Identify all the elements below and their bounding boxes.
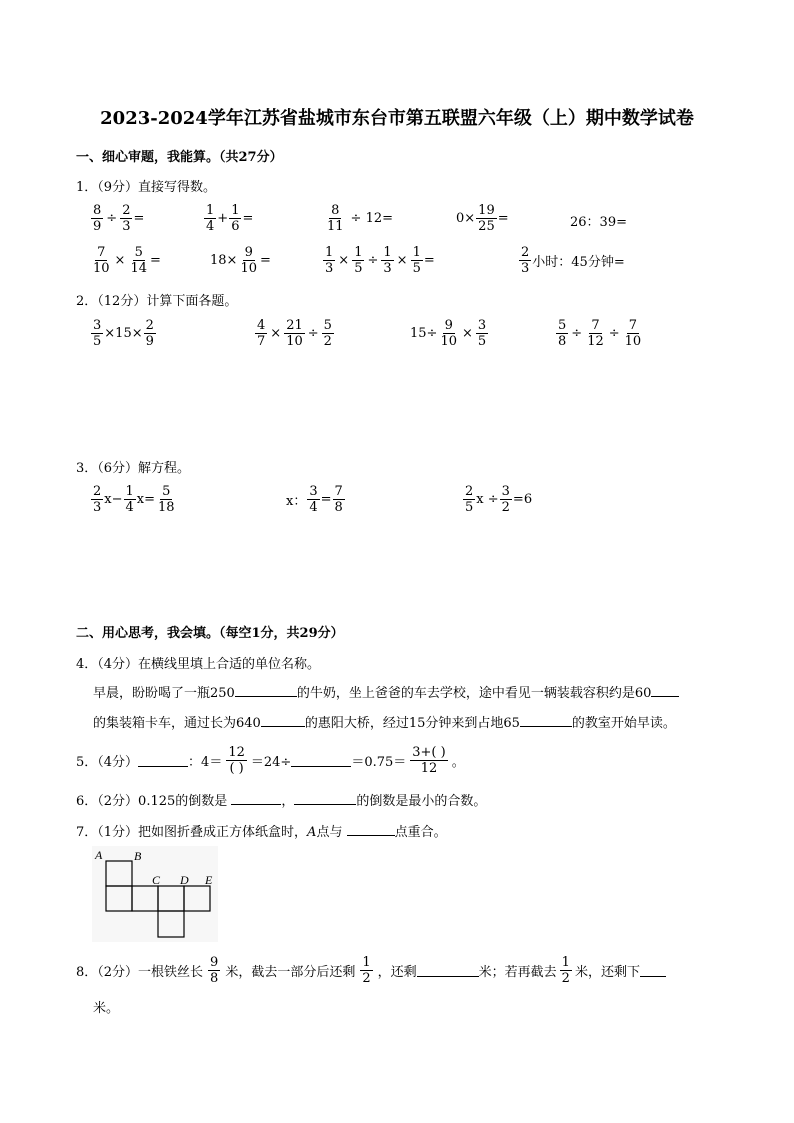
answer-blank[interactable] bbox=[651, 684, 679, 697]
question-3-label: 3．（6分）解方程。 bbox=[76, 461, 191, 476]
label-c: C bbox=[152, 873, 161, 887]
q3-item-2: x： $\frac{3}{4}$ = $\frac{7}{8}$ bbox=[286, 484, 343, 515]
fraction: $\frac{19}{25}$ bbox=[478, 203, 495, 234]
answer-blank[interactable] bbox=[138, 754, 188, 767]
fraction: $\frac{4}{7}$ bbox=[257, 318, 266, 349]
fraction: $\frac{1}{4}$ bbox=[125, 484, 134, 515]
fraction: $\frac{5}{14}$ bbox=[130, 245, 147, 276]
fraction: $\frac{21}{10}$ bbox=[286, 318, 303, 349]
answer-blank[interactable] bbox=[347, 823, 395, 836]
cube-net-figure bbox=[92, 846, 218, 942]
fraction: $\frac{2}{9}$ bbox=[145, 318, 154, 349]
question-2-label: 2．（12分）计算下面各题。 bbox=[76, 294, 238, 309]
answer-blank[interactable] bbox=[640, 964, 666, 977]
q2-item-2: $\frac{4}{7}$ × $\frac{21}{10}$ ÷ $\frac{5}{2}$ bbox=[257, 318, 332, 349]
label-a: A bbox=[95, 848, 103, 862]
question-1-label: 1．（9分）直接写得数。 bbox=[76, 180, 217, 195]
q1-item-2: $\frac{1}{4}$ + $\frac{1}{6}$ = bbox=[206, 203, 254, 234]
question-6: 6．（2分）0.125的倒数是 ， 的倒数是最小的合数。 bbox=[76, 794, 487, 809]
question-4-line-1: 早晨，盼盼喝了一瓶250 的牛奶，坐上爸爸的车去学校，途中看见一辆装载容积约是60 bbox=[93, 684, 679, 704]
fraction: $\frac{2}{3}$ bbox=[93, 484, 102, 515]
q1-item-6: $\frac{7}{10}$ × $\frac{5}{14}$ = bbox=[93, 245, 161, 276]
answer-blank[interactable] bbox=[417, 964, 479, 977]
q3-item-3: $\frac{2}{5}$ x ÷ $\frac{3}{2}$ =6 bbox=[465, 484, 533, 515]
fraction: $\frac{5}{18}$ bbox=[158, 484, 175, 515]
question-5: 5．（4分） ：4＝ $\frac{12}{( )}$ ＝24÷ ＝0.75＝ $\frac{3+( )}{12}$ 。 bbox=[76, 745, 465, 776]
fraction: $\frac{1}{2}$ bbox=[362, 955, 371, 986]
q2-item-3: 15÷ $\frac{9}{10}$ × $\frac{3}{5}$ bbox=[410, 318, 487, 349]
fraction: $\frac{1}{2}$ bbox=[561, 955, 570, 986]
page-title: 2023-2024学年江苏省盐城市东台市第五联盟六年级（上）期中数学试卷 bbox=[100, 108, 694, 129]
question-4-line-2: 的集装箱卡车，通过长为640 的惠阳大桥，经过15分钟来到占地65 的教室开始早读。 bbox=[93, 716, 676, 731]
q2-item-4: $\frac{5}{8}$ ÷ $\frac{7}{12}$ ÷ $\frac{7}{10}$ bbox=[558, 318, 642, 349]
answer-blank[interactable] bbox=[291, 754, 351, 767]
question-7: 7．（1分）把如图折叠成正方体纸盒时，A点与 点重合。 bbox=[76, 825, 447, 840]
fraction: $\frac{3}{2}$ bbox=[501, 484, 510, 515]
fraction: $\frac{7}{8}$ bbox=[334, 484, 343, 515]
q2-item-1: $\frac{3}{5}$ ×15× $\frac{2}{9}$ bbox=[93, 318, 154, 349]
label-e: E bbox=[205, 873, 213, 887]
fraction: $\frac{9}{10}$ bbox=[440, 318, 457, 349]
answer-blank[interactable] bbox=[261, 714, 305, 727]
fraction: $\frac{2}{5}$ bbox=[465, 484, 474, 515]
answer-blank[interactable] bbox=[520, 714, 572, 727]
fraction: $\frac{1}{6}$ bbox=[231, 203, 240, 234]
fraction: $\frac{1}{3}$ bbox=[383, 245, 392, 276]
fraction: $\frac{1}{5}$ bbox=[412, 245, 421, 276]
fraction: $\frac{3+( )}{12}$ bbox=[412, 745, 446, 776]
fraction: $\frac{2}{3}$ bbox=[521, 245, 530, 276]
fraction: $\frac{9}{10}$ bbox=[240, 245, 257, 276]
fraction: $\frac{1}{3}$ bbox=[325, 245, 334, 276]
question-8-line-2: 米。 bbox=[93, 1001, 120, 1016]
question-4-label: 4．（4分）在横线里填上合适的单位名称。 bbox=[76, 657, 321, 672]
fraction: $\frac{7}{10}$ bbox=[93, 245, 110, 276]
q1-item-9: $\frac{2}{3}$ 小时：45分钟= bbox=[521, 245, 625, 276]
answer-blank[interactable] bbox=[235, 684, 297, 697]
label-b: B bbox=[134, 849, 142, 863]
fraction: $\frac{3}{4}$ bbox=[309, 484, 318, 515]
question-8-line-1: 8．（2分）一根铁丝长 $\frac{9}{8}$ 米，截去一部分后还剩 $\frac{1}{2}$ ，还剩 米；若再截去 $\frac{1}{2}$ 米，还剩下 bbox=[76, 955, 666, 986]
fraction: $\frac{3}{5}$ bbox=[93, 318, 102, 349]
fraction: $\frac{12}{( )}$ bbox=[228, 745, 245, 776]
fraction: $\frac{7}{12}$ bbox=[587, 318, 604, 349]
fraction: $\frac{3}{5}$ bbox=[477, 318, 487, 349]
answer-blank[interactable] bbox=[231, 792, 281, 805]
q1-item-7: 18× $\frac{9}{10}$ = bbox=[210, 245, 271, 276]
q1-item-4: 0× $\frac{19}{25}$ = bbox=[456, 203, 509, 234]
fraction: $\frac{8}{9}$ bbox=[93, 203, 102, 234]
q1-item-8: $\frac{1}{3}$ × $\frac{1}{5}$ ÷ $\frac{1}{3}$ × $\frac{1}{5}$ = bbox=[325, 245, 435, 276]
q1-item-3: $\frac{8}{11}$ ÷ 12= bbox=[327, 203, 394, 234]
section-1-heading: 一、细心审题，我能算。（共27分） bbox=[76, 150, 283, 165]
fraction: $\frac{7}{10}$ bbox=[624, 318, 642, 349]
fraction: $\frac{1}{4}$ bbox=[206, 203, 215, 234]
label-d: D bbox=[180, 873, 189, 887]
q3-item-1: $\frac{2}{3}$ x− $\frac{1}{4}$ x= $\frac{5}{18}$ bbox=[93, 484, 175, 515]
fraction: $\frac{2}{3}$ bbox=[122, 203, 131, 234]
section-2-heading: 二、用心思考，我会填。（每空1分，共29分） bbox=[76, 626, 344, 641]
q1-item-1: $\frac{8}{9}$ ÷ $\frac{2}{3}$ = bbox=[93, 203, 145, 234]
fraction: $\frac{5}{8}$ bbox=[558, 318, 567, 349]
fraction: $\frac{1}{5}$ bbox=[354, 245, 363, 276]
fraction: $\frac{8}{11}$ bbox=[327, 203, 344, 234]
q1-item-5: 26：39= bbox=[570, 215, 627, 230]
answer-blank[interactable] bbox=[294, 792, 356, 805]
fraction: $\frac{5}{2}$ bbox=[323, 318, 332, 349]
fraction: $\frac{9}{8}$ bbox=[210, 955, 219, 986]
